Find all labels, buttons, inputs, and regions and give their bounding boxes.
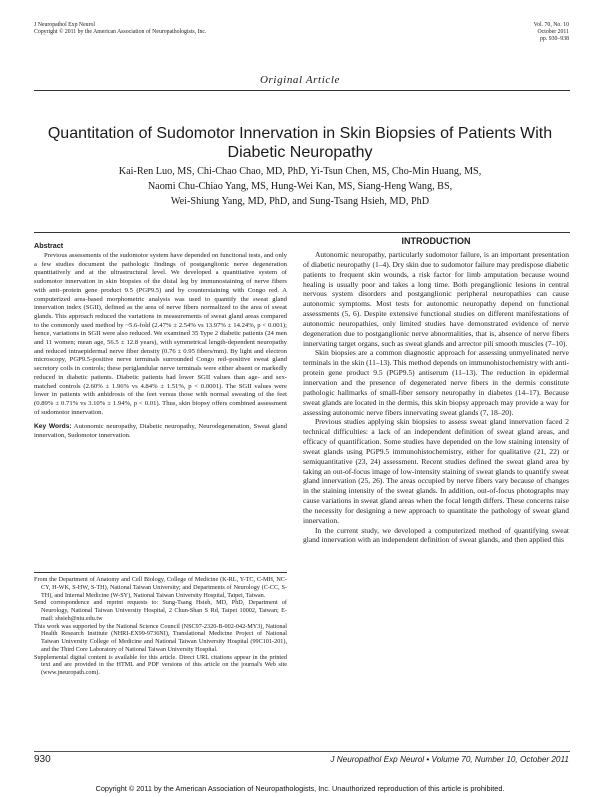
abstract-column: [34, 241, 287, 441]
intro-paragraph: In the current study, we developed a computerized method of quantifying sweat gland innervation with an independent definition of sweat glands, and then applied this: [303, 525, 569, 545]
intro-paragraph: Previous studies applying skin biopsies to assess sweat gland innervation faced 2 technical difficulties: a lack of an independent definition of sweat gland areas, and efficacy of quantification. Some studies have depended on the low staining intensity of sweat glands using PGP9.5 immunohistochemistry, either for qualitative (21, 22) or semiquantitative (23, 24) assessment. Recent studies defined the sweat gland area by taking an out-of-focus image of low-intensity staining of sweat glands to quantify sweat gland innervation (25, 26). The areas occupied by nerve fibers vary because of changes in the staining intensity of the sweat glands. In addition, out-of-focus photographs may cause variations in sweat gland areas when the focal length differs. These concerns raise the necessity for designing a new approach to quantitate the pathology of sweat gland innervation.: [303, 417, 569, 525]
keywords: [34, 423, 287, 440]
running-header-left: [34, 22, 206, 36]
page-number: 930: [34, 754, 51, 765]
author-list: [50, 164, 550, 210]
supplemental-note: Supplemental digital content is available for this article. Direct URL citations appear in the printed text and are provided in the HTML and PDF versions of this article on the journal's Web site (www.jneuropath.com).: [34, 653, 287, 676]
page-range: pp. 930–938: [540, 36, 569, 42]
author-line: Wei-Shiung Yang, MD, PhD, and Sung-Tsang Hsieh, MD, PhD: [170, 196, 430, 208]
intro-paragraph: Skin biopsies are a common diagnostic approach for assessing unmyelinated nerve terminals in the skin (11–13). This method depends on immunohistochemistry with anti-protein gene product 9.5 (PGP9.5) antiserum (11–13). The reduction in epidermal innervation and the presence of degenerated nerve fibers in the dermis constitute pathologic hallmarks of small-fiber sensory neuropathy in diabetes (14–17). Because sweat glands are located in the dermis, this skin biopsy approach may provide a way for assessing autonomic nerve fibers innervating sweat glands (7, 18–20).: [303, 348, 569, 417]
title-block-rule: [34, 232, 570, 233]
abstract-heading: Abstract: [34, 241, 64, 250]
keywords-label: Key Words:: [34, 423, 72, 431]
keywords-text: Autonomic neuropathy, Diabetic neuropathy, Neurodegeneration, Sweat gland innervation, Sudomotor innervation.: [34, 423, 287, 440]
affiliation-rule: [34, 572, 287, 573]
intro-paragraph: Autonomic neuropathy, particularly sudomotor failure, is an important presentation of diabetic neuropathy (1–4). Dry skin due to sudomotor failure may predispose diabetic patients to frequent skin wounds, a risk factor for limb amputation because wound healing is usually poor and takes a long time. Both preganglionic lesions in central nervous system disorders and postganglionic peripheral neuropathies can cause autonomic symptoms. Most tests for autonomic neuropathy depend on functional assessments (5, 6). Despite extensive functional studies on different manifestations of autonomic neuropathies, only limited studies have demonstrated evidence of nerve degeneration due to postganglionic nerve abnormalities, that is, absence of nerve fibers innervating target organs, such as sweat glands and arrector pili smooth muscles (7–10).: [303, 250, 569, 348]
issue-date: October 2011: [537, 29, 569, 35]
journal-abbrev: J Neuropathol Exp Neurol: [34, 22, 96, 28]
introduction-column: [303, 236, 569, 545]
section-label: Original Article: [260, 74, 340, 86]
section-rule-top: [34, 90, 570, 91]
affiliation-note: From the Department of Anatomy and Cell Biology, College of Medicine (K-RL, Y-TC, C-MH, NC-CY, H-WK, S-HW, S-TH), National Taiwan University; and Departments of Neurology (C-CC, S-TH), and Internal Medicine (W-SY), National Taiwan University Hospital, Taipei, Taiwan.: [34, 576, 287, 599]
volume-issue: Vol. 70, No. 10: [533, 22, 569, 28]
journal-citation-footer: [330, 755, 569, 764]
introduction-heading: INTRODUCTION: [401, 236, 471, 246]
funding-note: This work was supported by the National Science Council (NSC97-2320-B-002-042-MY3), National Health Research Institute (NHRI-EX99-9736NI), Translational Medicine Project of National Taiwan University College of Medicine and National Taiwan University Hospital (99C101-201), and the Third Core Laboratory of National Taiwan University Hospital.: [34, 622, 287, 653]
correspondence-note: Send correspondence and reprint requests to: Sung-Tsang Hsieh, MD, PhD, Department of Neurology, National Taiwan University Hospital, 2 Chun-Shan S Rd, Taipei 10002, Taiwan; E-mail: shsieh@ntu.edu.tw: [34, 599, 287, 622]
affiliation-notes: [34, 576, 287, 677]
running-header-right: [534, 22, 569, 43]
journal-citation-text: J Neuropathol Exp Neurol • Volume 70, Number 10, October 2011: [330, 755, 569, 764]
author-line: Kai-Ren Luo, MS, Chi-Chao Chao, MD, PhD, Yi-Tsun Chen, MS, Cho-Min Huang, MS,: [118, 166, 482, 177]
copyright-notice: Copyright © 2011 by the American Association of Neuropathologists, Inc. Unauthorized reproduction of this article is prohibited.: [95, 784, 505, 793]
author-line: Naomi Chu-Chiao Yang, MS, Hung-Wei Kan, MS, Siang-Heng Wang, BS,: [147, 181, 453, 193]
footer-rule: [34, 751, 570, 752]
header-copyright: Copyright © 2011 by the American Association of Neuropathologists, Inc.: [34, 29, 207, 35]
abstract-text: Previous assessments of the sudomotor system have depended on functional tests, and only a few studies document the pathologic findings of postganglionic nerve degeneration quantitatively and at the ultrastructural level. We developed a quantitative system of sudomotor innervation in skin biopsies of the distal leg by immunostaining of nerve fibers with anti–protein gene product 9.5 (PGP9.5) and by counterstaining with Congo red. A computerized area-based morphometric analysis was used to quantify the sweat gland innervation index (SGII), defined as the area of nerve fibers normalized to the area of sweat glands. This approach reduced the variations in measurements of sweat gland areas compared to the commonly used method by ~5.6-fold (2.47% ± 2.54% vs 13.97% ± 14.24%, p < 0.001); hence, variations in SGII were also reduced. We examined 35 Type 2 diabetic patients (24 men and 11 women; mean age, 56.5 ± 12.8 years), with symmetrical length-dependent neuropathy and reduced intraepidermal nerve fiber density (0.76 ± 0.95 fibers/mm). By light and electron microscopy, PGP9.5-positive nerve terminals surrounded Congo red–positive sweat gland secretory coils in controls; these periglandular nerve terminals were either absent or markedly reduced in diabetic patients. Diabetic patients had lower SGII values than age- and sex-matched controls (2.60% ± 1.96% vs 4.84% ± 1.51%, p < 0.0001). The SGII values were lower in patients with anhidrosis of the feet versus those with normal sweating of the feet (0.89% ± 0.71% vs 3.10% ± 1.94%, p < 0.01). Thus, skin biopsy offers combined assessment of sudomotor innervation.: [34, 252, 287, 416]
article-title: Quantitation of Sudomotor Innervation in Skin Biopsies of Patients With Diabetic Neuropathy: [47, 124, 553, 161]
